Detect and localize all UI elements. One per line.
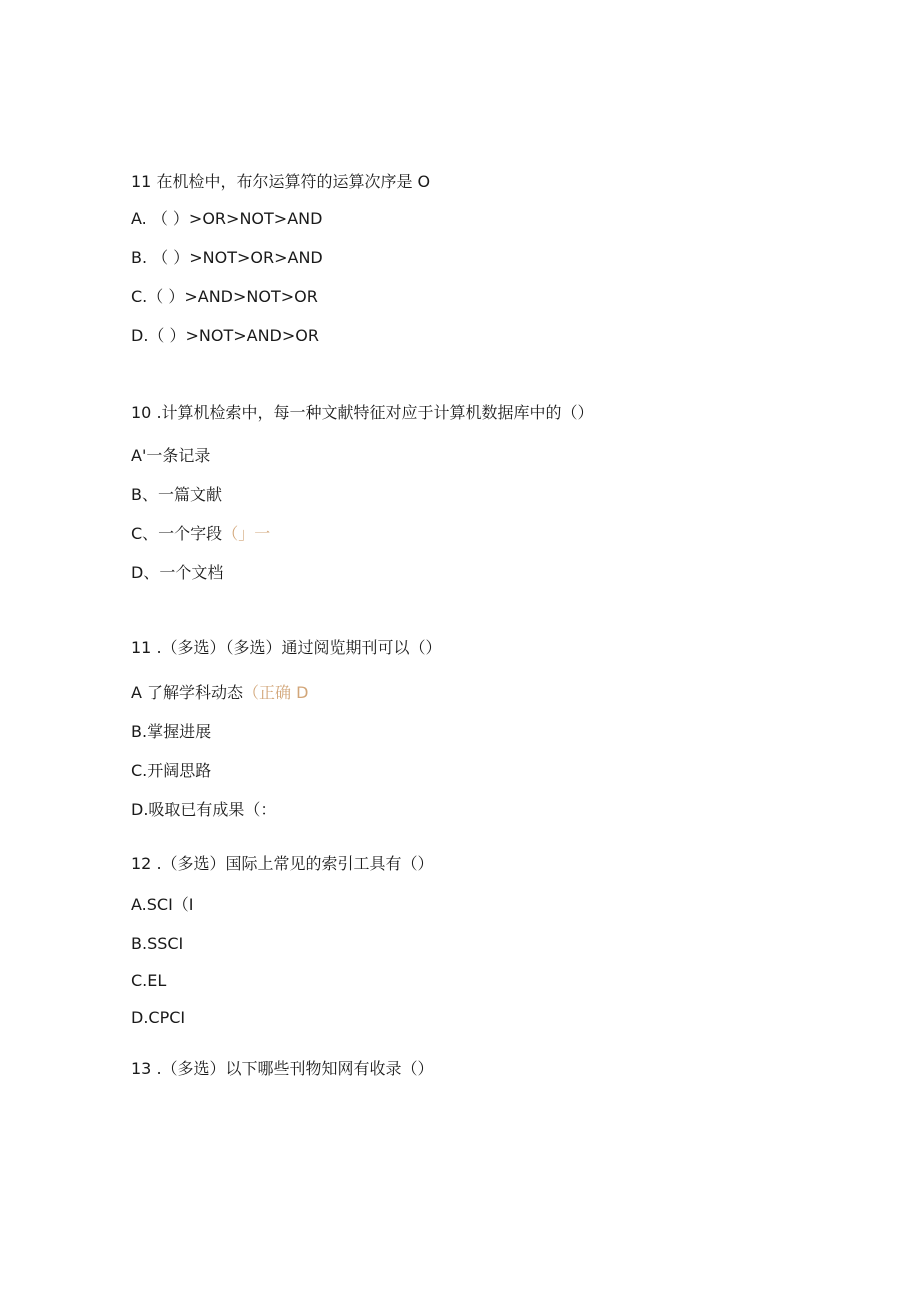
question-title: 11 .（多选）（多选）通过阅览期刊可以（） — [131, 638, 442, 657]
answer-mark: （」一 — [222, 524, 271, 543]
option-a: A. （ ）>OR>NOT>AND — [131, 209, 323, 228]
question-title: 13 .（多选）以下哪些刊物知网有收录（） — [131, 1059, 434, 1078]
option-text: A 了解学科动态 — [131, 683, 244, 702]
option-d: D.（ ）>NOT>AND>OR — [131, 326, 319, 345]
question-title: 10 .计算机检索中，每一种文献特征对应于计算机数据库中的（） — [131, 403, 594, 422]
question-title: 11 在机检中，布尔运算符的运算次序是 O — [131, 172, 431, 191]
option-c — [131, 524, 270, 544]
option-b: B.SSCI — [131, 934, 184, 953]
option-a: A'一条记录 — [131, 446, 211, 465]
option-d: D.CPCI — [131, 1008, 186, 1027]
option-a: A.SCI（I — [131, 895, 194, 914]
option-c: C.开阔思路 — [131, 761, 212, 780]
option-d: D.吸取已有成果（： — [131, 800, 277, 819]
question-title: 12 .（多选）国际上常见的索引工具有（） — [131, 854, 434, 873]
option-a — [131, 683, 308, 703]
option-d: D、一个文档 — [131, 563, 224, 582]
option-text: C、一个字段 — [131, 524, 223, 543]
option-b: B.掌握进展 — [131, 722, 212, 741]
option-c: C.EL — [131, 971, 167, 990]
option-b: B、一篇文献 — [131, 485, 222, 504]
option-b: B. （ ）>NOT>OR>AND — [131, 248, 323, 267]
option-c: C.（ ）>AND>NOT>OR — [131, 287, 318, 306]
answer-mark: （正确 D — [243, 683, 309, 702]
